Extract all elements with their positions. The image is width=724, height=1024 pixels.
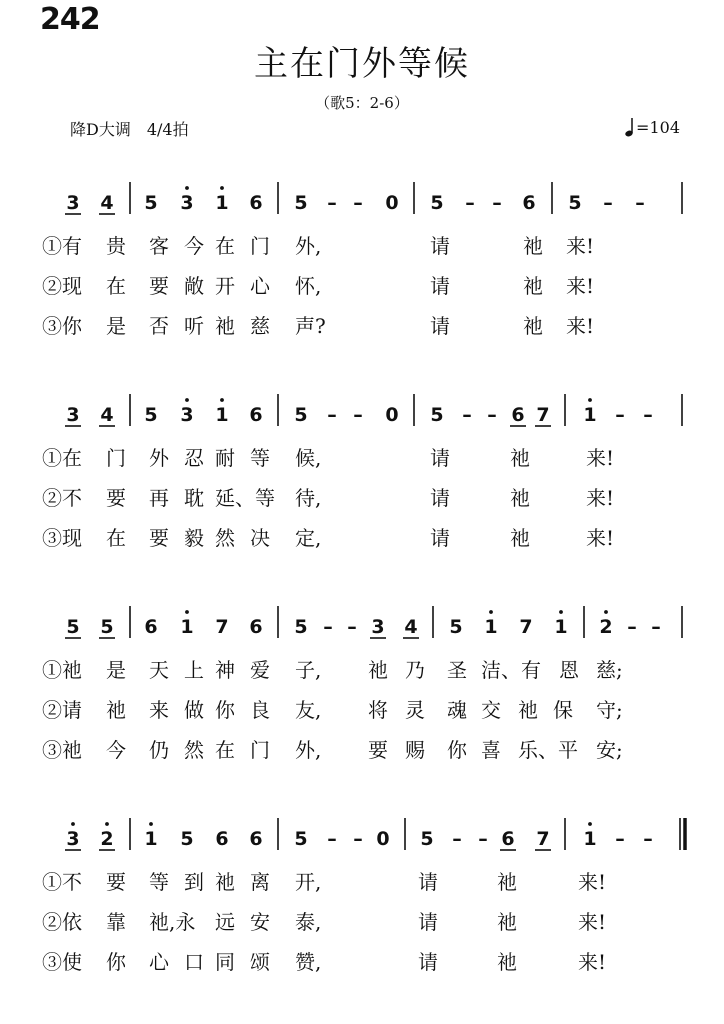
lyric-word: 魂 (447, 698, 467, 722)
lyric-word: 祂 (497, 950, 517, 974)
note: 2 (100, 828, 114, 850)
lyric-word: 安 (250, 910, 270, 934)
lyric-word: 仍 (149, 738, 169, 762)
lyric-word: 请 (418, 950, 438, 974)
lyric-line (0, 866, 724, 896)
note: 3 (180, 404, 194, 426)
lyric-word: 慈 (250, 314, 270, 338)
lyric-word: 祂 (497, 910, 517, 934)
lyric-word: 门 (250, 738, 270, 762)
lyric-word: 天 (149, 658, 169, 682)
lyric-word: 祂,永 (149, 910, 196, 934)
octave-dot (588, 398, 592, 402)
lyric-word: ①在 (42, 446, 82, 470)
lyric-word: 再 (149, 486, 169, 510)
dash-mark: – (462, 404, 472, 426)
lyric-word: 在 (215, 738, 235, 762)
lyric-word: 友, (295, 698, 322, 722)
note: 5 (180, 828, 194, 850)
note: 5 (100, 616, 114, 638)
lyric-word: ①有 (42, 234, 82, 258)
lyric-word: 延、等 (215, 486, 275, 510)
lyric-word: 来! (586, 446, 615, 470)
tempo-value: =104 (636, 118, 680, 137)
dash-mark: – (327, 404, 337, 426)
lyric-word: 是 (106, 314, 126, 338)
lyric-word: 请 (430, 274, 450, 298)
note: 3 (66, 192, 80, 214)
note: 5 (144, 192, 158, 214)
lyric-word: 要 (149, 526, 169, 550)
key-signature: 降D大调 4/4拍 (70, 120, 189, 139)
dash-mark: – (603, 192, 613, 214)
octave-dot (588, 822, 592, 826)
lyric-word: 来! (578, 870, 607, 894)
lyric-word: 请 (430, 526, 450, 550)
dash-mark: – (347, 616, 357, 638)
lyric-word: 安; (596, 738, 623, 762)
lyric-word: 上 (184, 658, 204, 682)
lyric-line (0, 442, 724, 472)
dash-mark: – (615, 828, 625, 850)
lyric-line (0, 270, 724, 300)
lyric-word: 祂 (215, 870, 235, 894)
dash-mark: – (353, 828, 363, 850)
octave-dot (185, 398, 189, 402)
lyric-word: 请 (418, 870, 438, 894)
note: 1 (583, 828, 597, 850)
note: 6 (249, 404, 263, 426)
note: 6 (144, 616, 158, 638)
tempo-marking (624, 117, 680, 137)
lyric-word: ③现 (42, 526, 82, 550)
lyric-word: 听 (184, 314, 204, 338)
lyric-word: 子, (295, 658, 322, 682)
note: 6 (249, 192, 263, 214)
note: 4 (100, 404, 114, 426)
octave-dot (71, 822, 75, 826)
lyric-word: 祂 (368, 658, 388, 682)
lyric-word: 等 (250, 446, 270, 470)
lyric-word: ①祂 (42, 658, 82, 682)
lyric-word: 祂 (510, 446, 530, 470)
lyric-word: 颂 (250, 950, 270, 974)
lyric-word: 要 (106, 486, 126, 510)
note: 3 (371, 616, 385, 638)
note: 5 (294, 404, 308, 426)
lyric-word: 耐 (215, 446, 235, 470)
lyric-line (0, 734, 724, 764)
lyric-word: 外, (295, 738, 322, 762)
note: 6 (522, 192, 536, 214)
lyric-word: ①不 (42, 870, 82, 894)
lyric-word: 在 (106, 274, 126, 298)
lyric-word: 耽 (184, 486, 204, 510)
lyric-word: ③使 (42, 950, 82, 974)
note: 4 (100, 192, 114, 214)
lyric-word: 靠 (106, 910, 126, 934)
lyric-word: 毅 (184, 526, 204, 550)
lyric-word: 洁、有 (481, 658, 541, 682)
dash-mark: – (651, 616, 661, 638)
lyric-word: 保 (553, 698, 573, 722)
note: 3 (66, 828, 80, 850)
lyric-word: 赞, (295, 950, 322, 974)
dash-mark: – (465, 192, 475, 214)
note: 5 (66, 616, 80, 638)
quarter-note-icon (624, 117, 634, 137)
lyric-word: 请 (430, 486, 450, 510)
lyric-word: 做 (184, 698, 204, 722)
lyric-word: 祂 (523, 314, 543, 338)
scripture-reference: （歌5：2-6） (315, 94, 409, 112)
note: 7 (215, 616, 229, 638)
lyric-word: 否 (149, 314, 169, 338)
octave-dot (105, 822, 109, 826)
dash-mark: – (615, 404, 625, 426)
lyric-word: 慈; (596, 658, 623, 682)
note: 7 (519, 616, 533, 638)
lyric-word: 祂 (523, 274, 543, 298)
lyric-word: 神 (215, 658, 235, 682)
lyric-line (0, 906, 724, 936)
lyric-word: 祂 (510, 526, 530, 550)
lyric-word: 祂 (106, 698, 126, 722)
note: 6 (215, 828, 229, 850)
lyric-word: 今 (106, 738, 126, 762)
octave-dot (149, 822, 153, 826)
lyric-word: 开, (295, 870, 322, 894)
dash-mark: – (323, 616, 333, 638)
octave-dot (559, 610, 563, 614)
lyric-word: 声? (295, 314, 326, 338)
note: 2 (599, 616, 613, 638)
dash-mark: – (452, 828, 462, 850)
lyric-word: 在 (106, 526, 126, 550)
note: 1 (554, 616, 568, 638)
note: 7 (536, 828, 550, 850)
lyric-word: 你 (215, 698, 235, 722)
lyric-word: 来! (566, 274, 595, 298)
lyric-line (0, 654, 724, 684)
dash-mark: – (327, 828, 337, 850)
lyric-word: 外 (149, 446, 169, 470)
lyric-line (0, 482, 724, 512)
dash-mark: – (635, 192, 645, 214)
dash-mark: – (643, 828, 653, 850)
dash-mark: – (643, 404, 653, 426)
lyric-word: 祂 (510, 486, 530, 510)
lyric-word: 门 (250, 234, 270, 258)
octave-dot (185, 186, 189, 190)
octave-dot (220, 186, 224, 190)
note: 5 (420, 828, 434, 850)
octave-dot (604, 610, 608, 614)
lyric-word: 赐 (405, 738, 425, 762)
lyric-word: 心 (250, 274, 270, 298)
lyric-word: 来! (586, 526, 615, 550)
lyric-word: 敞 (184, 274, 204, 298)
lyric-line (0, 310, 724, 340)
note: 5 (449, 616, 463, 638)
lyric-word: 今 (184, 234, 204, 258)
lyric-word: 请 (430, 314, 450, 338)
note: 5 (430, 192, 444, 214)
lyric-word: 爱 (250, 658, 270, 682)
lyric-word: 贵 (106, 234, 126, 258)
octave-dot (489, 610, 493, 614)
lyric-word: 同 (215, 950, 235, 974)
note: 1 (484, 616, 498, 638)
note: 0 (385, 192, 399, 214)
note: 4 (404, 616, 418, 638)
octave-dot (220, 398, 224, 402)
lyric-word: 外, (295, 234, 322, 258)
note: 1 (180, 616, 194, 638)
note: 5 (144, 404, 158, 426)
lyric-word: ③祂 (42, 738, 82, 762)
lyric-line (0, 694, 724, 724)
note: 5 (568, 192, 582, 214)
lyric-word: 客 (149, 234, 169, 258)
lyric-word: 乃 (405, 658, 425, 682)
lyric-word: ②依 (42, 910, 82, 934)
lyric-word: 要 (106, 870, 126, 894)
lyric-word: 待, (295, 486, 322, 510)
note: 1 (215, 404, 229, 426)
dash-mark: – (478, 828, 488, 850)
note: 7 (536, 404, 550, 426)
lyric-word: 泰, (295, 910, 322, 934)
lyric-word: 然 (215, 526, 235, 550)
lyric-word: 来! (578, 950, 607, 974)
note: 1 (215, 192, 229, 214)
lyric-word: 恩 (559, 658, 579, 682)
dash-mark: – (492, 192, 502, 214)
note: 0 (376, 828, 390, 850)
note: 5 (294, 192, 308, 214)
lyric-word: 圣 (447, 658, 467, 682)
lyric-word: 在 (215, 234, 235, 258)
lyric-word: 请 (430, 446, 450, 470)
lyric-word: ②现 (42, 274, 82, 298)
lyric-word: 怀, (295, 274, 322, 298)
dash-mark: – (353, 404, 363, 426)
lyric-word: 口 (184, 950, 204, 974)
note: 1 (583, 404, 597, 426)
lyric-word: 要 (149, 274, 169, 298)
note: 5 (430, 404, 444, 426)
note: 6 (249, 828, 263, 850)
lyric-word: ③你 (42, 314, 82, 338)
note: 6 (501, 828, 515, 850)
dash-mark: – (327, 192, 337, 214)
dash-mark: – (353, 192, 363, 214)
lyric-word: ②请 (42, 698, 82, 722)
lyric-word: 乐、平 (518, 738, 578, 762)
note: 5 (294, 828, 308, 850)
lyric-word: 请 (430, 234, 450, 258)
lyric-word: 你 (106, 950, 126, 974)
lyric-word: 将 (368, 698, 388, 722)
lyric-word: 祂 (518, 698, 538, 722)
lyric-word: 来 (149, 698, 169, 722)
lyric-word: 心 (149, 950, 169, 974)
lyric-word: 要 (368, 738, 388, 762)
note: 1 (144, 828, 158, 850)
note: 3 (66, 404, 80, 426)
note: 6 (511, 404, 525, 426)
lyric-word: 祂 (497, 870, 517, 894)
note: 5 (294, 616, 308, 638)
final-barline (680, 818, 685, 850)
lyric-word: 决 (250, 526, 270, 550)
lyric-word: 来! (566, 314, 595, 338)
lyric-line (0, 946, 724, 976)
lyric-word: 来! (578, 910, 607, 934)
lyric-word: 等 (149, 870, 169, 894)
lyric-word: ②不 (42, 486, 82, 510)
lyric-word: 定, (295, 526, 322, 550)
lyric-line (0, 522, 724, 552)
note: 3 (180, 192, 194, 214)
lyric-word: 请 (418, 910, 438, 934)
lyric-word: 是 (106, 658, 126, 682)
lyric-word: 然 (184, 738, 204, 762)
lyric-word: 良 (250, 698, 270, 722)
lyric-word: 门 (106, 446, 126, 470)
lyric-word: 离 (250, 870, 270, 894)
lyric-word: 忍 (184, 446, 204, 470)
lyric-word: 守; (596, 698, 623, 722)
lyric-word: 喜 (481, 738, 501, 762)
lyric-word: 来! (586, 486, 615, 510)
lyric-word: 交 (481, 698, 501, 722)
hymn-number: 242 (40, 2, 100, 37)
lyric-word: 远 (215, 910, 235, 934)
lyric-word: 灵 (405, 698, 425, 722)
lyric-line (0, 230, 724, 260)
lyric-word: 到 (184, 870, 204, 894)
lyric-word: 开 (215, 274, 235, 298)
lyric-word: 来! (566, 234, 595, 258)
lyric-word: 祂 (215, 314, 235, 338)
note: 6 (249, 616, 263, 638)
lyric-word: 你 (447, 738, 467, 762)
dash-mark: – (627, 616, 637, 638)
hymn-title: 主在门外等候 (254, 44, 470, 84)
lyric-word: 祂 (523, 234, 543, 258)
octave-dot (185, 610, 189, 614)
lyric-word: 候, (295, 446, 322, 470)
dash-mark: – (487, 404, 497, 426)
note: 0 (385, 404, 399, 426)
